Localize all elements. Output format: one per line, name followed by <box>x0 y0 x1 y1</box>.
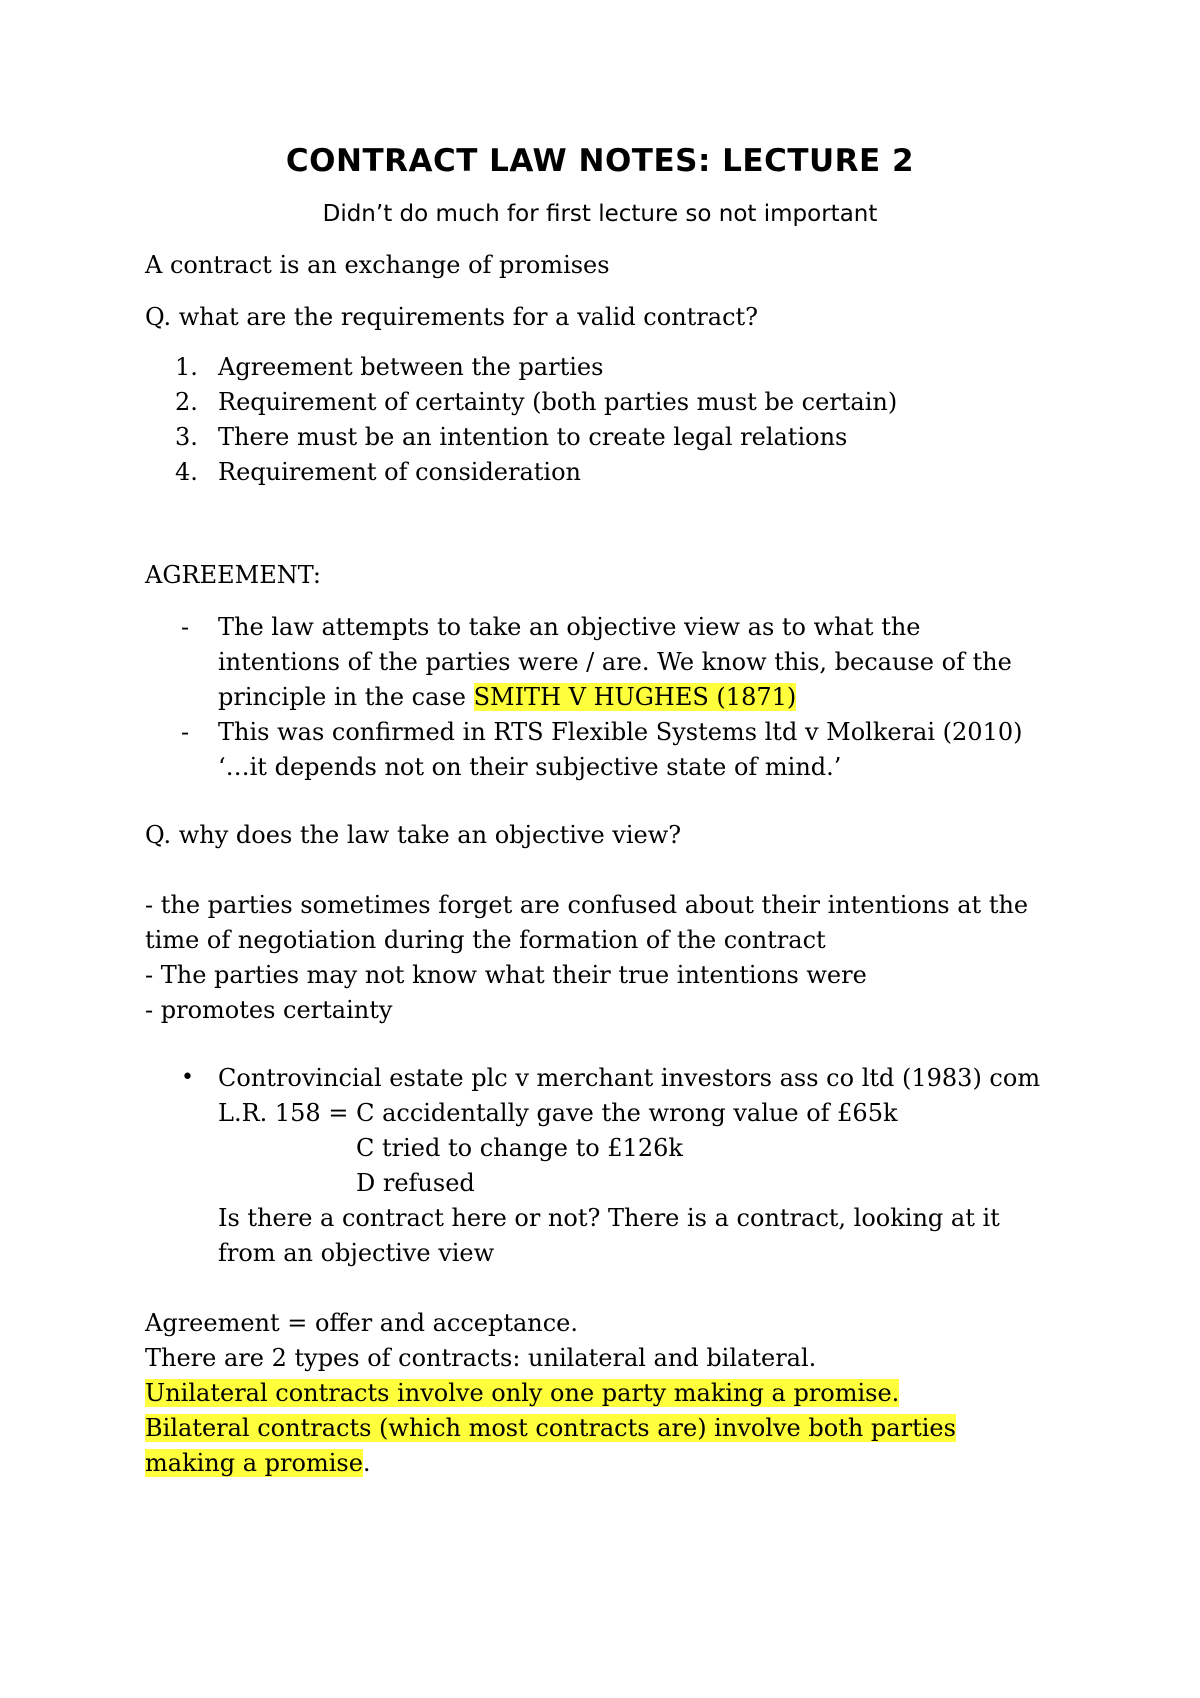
summary-line: There are 2 types of contracts: unilateral and bilateral. <box>145 1344 817 1372</box>
intro-text: A contract is an exchange of promises <box>145 251 610 279</box>
highlighted-case-name: SMITH V HUGHES (1871) <box>473 683 797 711</box>
reason-line: time of negotiation during the formation of the contract <box>145 926 826 954</box>
list-item-number: 2. <box>175 388 198 416</box>
question-requirements: Q. what are the requirements for a valid contract? <box>145 303 759 331</box>
period-text: . <box>362 1449 371 1477</box>
case-line: D refused <box>356 1169 475 1197</box>
reason-line: - promotes certainty <box>145 996 393 1024</box>
point-line: intentions of the parties were / are. We know this, because of the <box>218 648 1012 676</box>
summary-line <box>145 1376 899 1410</box>
list-item: Agreement between the parties <box>218 353 604 381</box>
summary-line: Agreement = offer and acceptance. <box>145 1309 579 1337</box>
case-line: Controvincial estate plc v merchant investors ass co ltd (1983) com <box>218 1064 1041 1092</box>
point-line <box>218 680 796 714</box>
point-line: The law attempts to take an objective view as to what the <box>218 613 921 641</box>
case-line: Is there a contract here or not? There is a contract, looking at it <box>218 1204 1000 1232</box>
page-title: CONTRACT LAW NOTES: LECTURE 2 <box>285 143 915 179</box>
summary-line <box>145 1446 371 1480</box>
list-item-number: 1. <box>175 353 198 381</box>
bullet-icon: • <box>181 1065 194 1090</box>
dash-marker: - <box>181 718 190 746</box>
point-line: ‘…it depends not on their subjective state of mind.’ <box>218 753 842 781</box>
list-item-number: 4. <box>175 458 198 486</box>
page-subtitle: Didn’t do much for first lecture so not important <box>322 201 878 227</box>
highlighted-text: making a promise <box>145 1449 363 1477</box>
list-item: Requirement of certainty (both parties must be certain) <box>218 388 898 416</box>
agreement-heading: AGREEMENT: <box>145 561 321 589</box>
summary-line <box>145 1411 956 1445</box>
list-item-number: 3. <box>175 423 198 451</box>
point-line: This was confirmed in RTS Flexible Systems ltd v Molkerai (2010) <box>218 718 1023 746</box>
list-item: There must be an intention to create legal relations <box>218 423 848 451</box>
reason-line: - The parties may not know what their true intentions were <box>145 961 867 989</box>
point-text: principle in the case <box>218 683 474 711</box>
case-line: L.R. 158 = C accidentally gave the wrong value of £65k <box>218 1099 898 1127</box>
dash-marker: - <box>181 613 190 641</box>
highlighted-text: Bilateral contracts (which most contracts are) involve both parties <box>145 1414 956 1442</box>
case-line: from an objective view <box>218 1239 495 1267</box>
question-objective-view: Q. why does the law take an objective view? <box>145 821 682 849</box>
list-item: Requirement of consideration <box>218 458 582 486</box>
highlighted-text: Unilateral contracts involve only one party making a promise. <box>145 1379 900 1407</box>
case-line: C tried to change to £126k <box>356 1134 683 1162</box>
reason-line: - the parties sometimes forget are confused about their intentions at the <box>145 891 1029 919</box>
